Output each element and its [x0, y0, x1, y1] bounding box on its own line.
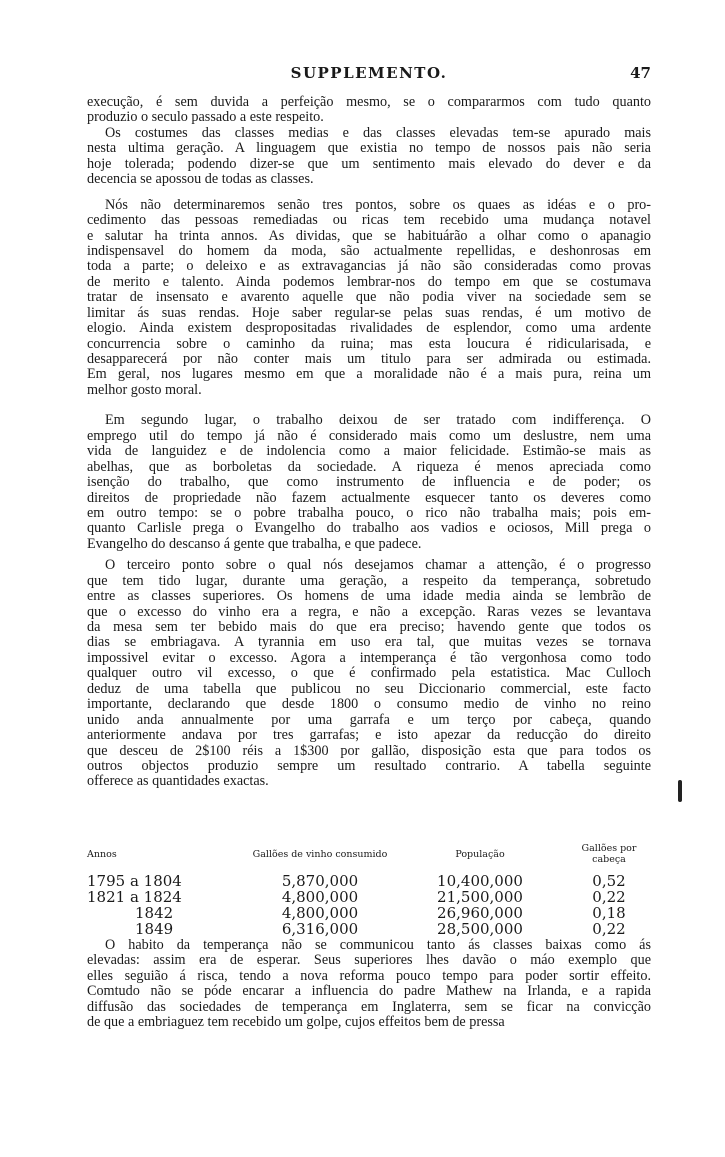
table-cell: 0,22 [592, 888, 626, 906]
column-header: Gallões por cabeça [581, 843, 637, 865]
text-line: impossivel evitar o excesso. Agora a intemperança é tão vergonhosa como todo [87, 650, 651, 666]
text-line: anteriormente andava por tres garrafas; e isto apezar da reducção do direito [87, 728, 651, 744]
column-header: População [455, 848, 505, 860]
text-line: isenção do trabalho, que como instrumento de influencia e de poder; os [87, 475, 651, 491]
table-cell: 6,316,000 [281, 920, 359, 938]
text-line: que o excesso do vinho era a regra, e não a excepção. Raras vezes se levantava [87, 604, 651, 620]
text-line: cedimento das pessoas remediadas ou ricas tem recebido uma mudança notavel [87, 213, 651, 229]
closing-paragraph [87, 938, 651, 1031]
ink-blot [678, 780, 682, 802]
text-line: emprego util do tempo já não é considerado mais como um deslustre, nem uma [87, 428, 651, 444]
paragraph [87, 95, 651, 126]
text-line: dias se embriagava. A tyrannia em uso era tal, que muitas vezes se tornava [87, 635, 651, 651]
text-line: indispensavel do homem da moda, são actualmente repellidas, e deshonrosas em [87, 243, 651, 259]
paragraph [87, 413, 651, 552]
text-line: offerece as quantidades exactas. [87, 774, 269, 790]
table-cell: 10,400,000 [437, 872, 523, 890]
text-line: quanto Carlisle prega o Evangelho do trabalho aos vadios e ociosos, Mill prega o [87, 521, 651, 537]
text-line: limitar ás suas rendas. Hoje saber regular-se pelas suas rendas, é um motivo de [87, 305, 651, 321]
text-line: da mesa sem ter bebido mais do que era preciso; havendo gente que todos os [87, 620, 651, 635]
text-line: produzio o seculo passado a este respeito. [87, 110, 324, 126]
text-line: melhor gosto moral. [87, 382, 202, 398]
text-line: Os costumes das classes medias e das classes elevadas tem-se apurado mais [105, 125, 651, 141]
text-line: nesta ultima geração. A linguagem que existia no tempo de nossos pais não seria [87, 141, 651, 157]
text-line: direitos de propriedade não fazem actualmente esquecer tanto os deveres como [87, 490, 651, 506]
table-cell: 0,18 [592, 904, 626, 922]
text-line: Evangelho do descanso á gente que trabalha, e que padece. [87, 536, 422, 552]
table-cell: 0,52 [592, 872, 626, 890]
table-cell: 4,800,000 [281, 888, 359, 906]
text-line: Comtudo não se póde encarar a influencia do padre Mathew na Irlanda, e a rapida [87, 984, 651, 1000]
text-line: qualquer outro vil excesso, o que é confirmado pela estatistica. Mac Culloch [87, 666, 651, 682]
paragraph [87, 198, 651, 399]
table-cell: 28,500,000 [437, 920, 523, 938]
table-row [87, 905, 653, 921]
text-line: tratar de insensato e avarento aquelle que não podia viver na sociedade sem se [87, 290, 651, 306]
running-title: SUPPLEMENTO. [290, 64, 448, 82]
wine-consumption-table [87, 843, 653, 937]
text-line: entre as classes superiores. Os homens de uma idade media ainda se lembrão de [87, 589, 651, 605]
paragraph [87, 558, 651, 790]
text-line: decencia se apossou de todas as classes. [87, 172, 314, 188]
page-header [87, 64, 651, 82]
text-line: toda a parte; o deleixo e as extravagancias já não são consideradas como provas [87, 259, 651, 275]
body-text [87, 95, 651, 790]
column-header: Gallões de vinho consumido [252, 848, 388, 860]
text-line: que desceu de 2$100 réis a 1$300 por gallão, disposição esta que para todos os [87, 743, 651, 759]
table-row [87, 873, 653, 889]
table-cell: 1795 a 1804 [87, 872, 182, 890]
text-line: elogio. Ainda existem despropositadas rivalidades de esplendor, como uma ardente [87, 321, 651, 337]
text-line: e salutar ha trinta annos. As dividas, que se habituárão a olhar como o apanagio [87, 228, 651, 244]
table-header-row [87, 843, 653, 873]
table-cell: 1842 [135, 904, 174, 922]
text-line: O habito da temperança não se communicou tanto ás classes baixas como ás [105, 938, 651, 953]
text-line: vida de languidez e de indolencia como a maior felicidade. Estimão-se mais as [87, 444, 651, 460]
text-line: de que a embriaguez tem recebido um golpe, cujos effeitos bem de pressa [87, 1015, 505, 1031]
text-line: elevadas: assim era de esperar. Seus superiores lhes davão o máo exemplo que [87, 953, 651, 969]
text-line: hoje tolerada; podendo dizer-se que um sentimento mais elevado do dever e da [87, 156, 651, 172]
table-cell: 26,960,000 [437, 904, 523, 922]
table-cell: 1821 a 1824 [87, 888, 182, 906]
table-cell: 5,870,000 [281, 872, 359, 890]
text-line: O terceiro ponto sobre o qual nós desejamos chamar a attenção, é o progresso [105, 558, 651, 574]
column-header: Annos [87, 848, 117, 860]
text-line: concurrencia sobre o caminho da ruina; mas esta loucura é ridicularisada, e [87, 336, 651, 352]
page-number: 47 [630, 64, 651, 82]
text-line: unido anda annualmente por uma garrafa e um terço por cabeça, quando [87, 712, 651, 728]
text-line: que tem tido lugar, durante uma geração, a respeito da temperança, sobretudo [87, 573, 651, 589]
text-line: de merito e talento. Ainda podemos lembrar-nos do tempo em que se costumava [87, 274, 651, 290]
text-line: em outro tempo: se o pobre trabalha pouco, o rico não trabalha mais; pois em- [87, 505, 651, 521]
text-line: elles seguião á risca, tendo a nova reforma pouco tempo para poder sortir effeito. [87, 968, 651, 984]
table-cell: 4,800,000 [281, 904, 359, 922]
table-cell: 1849 [135, 920, 174, 938]
text-line: Nós não determinaremos senão tres pontos, sobre os quaes as idéas e o pro- [105, 197, 651, 213]
text-line: execução, é sem duvida a perfeição mesmo, se o compararmos com tudo quanto [87, 95, 651, 110]
text-line: Em geral, nos lugares mesmo em que a moralidade não é a mais pura, reina um [87, 367, 651, 383]
table-row [87, 921, 653, 937]
text-line: outros objectos produzio sempre um resultado contrario. A tabella seguinte [87, 758, 651, 774]
text-line: abelhas, que as borboletas da sociedade. A riqueza é menos apreciada como [87, 459, 651, 475]
text-line: Em segundo lugar, o trabalho deixou de ser tratado com indifferença. O [105, 413, 651, 429]
text-line: importante, declarando que desde 1800 o consumo medio de vinho no reino [87, 697, 651, 713]
text-line: diffusão das sociedades de temperança em Inglaterra, sem se ficar na convicção [87, 999, 651, 1015]
text-line: desapparecerá por não conter mais um titulo para ser admirada ou estimada. [87, 352, 651, 367]
paragraph [87, 938, 651, 1031]
text-line: deduz de uma tabella que publicou no seu Diccionario commercial, este facto [87, 681, 651, 697]
table-cell: 21,500,000 [437, 888, 523, 906]
paragraph [87, 126, 651, 188]
table-cell: 0,22 [592, 920, 626, 938]
table-row [87, 889, 653, 905]
